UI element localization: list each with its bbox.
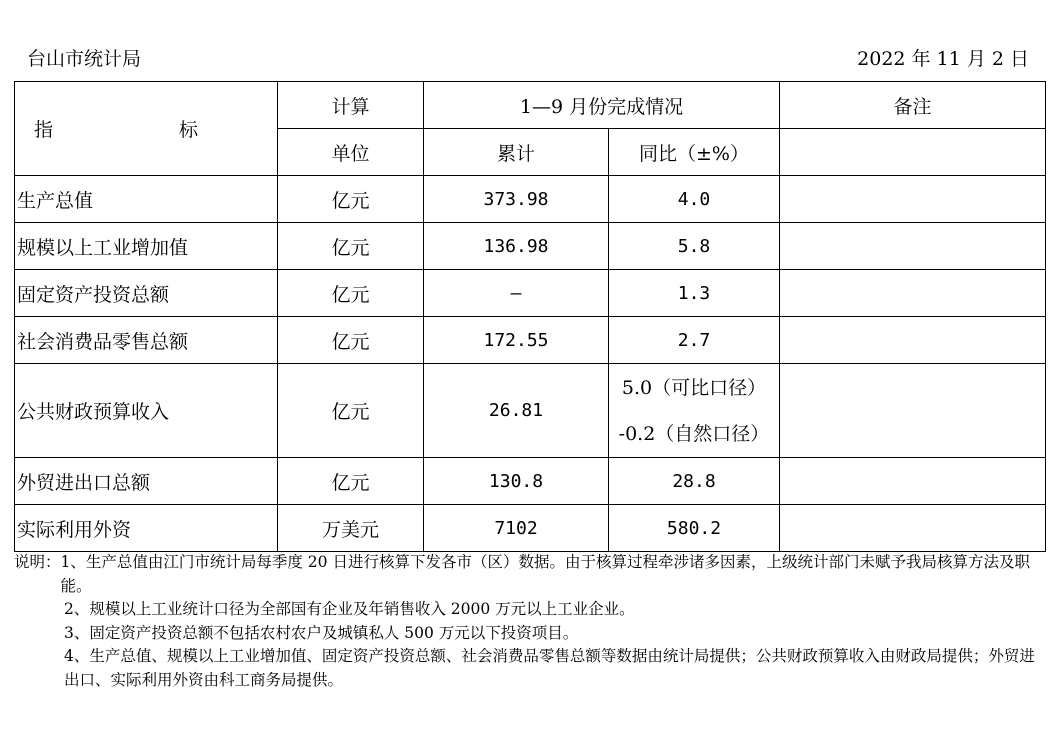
row-yoy: 4.0 (609, 176, 780, 223)
header-unit-line1: 计算 (278, 82, 424, 129)
header-remark: 备注 (780, 82, 1046, 129)
row-unit: 亿元 (278, 458, 424, 505)
row-cumulative: – (424, 270, 609, 317)
header-yoy: 同比（±%） (609, 129, 780, 176)
note-item (14, 598, 1045, 622)
header-indicator: 指 标 (15, 82, 278, 176)
row-cumulative: 172.55 (424, 317, 609, 364)
row-yoy: 2.7 (609, 317, 780, 364)
row-indicator: 实际利用外资 (15, 505, 278, 552)
row-yoy: 28.8 (609, 458, 780, 505)
note-text: 3、固定资产投资总额不包括农村农户及城镇私人 500 万元以下投资项目。 (64, 623, 579, 642)
table-header-row (15, 82, 1046, 129)
row-indicator: 规模以上工业增加值 (15, 223, 278, 270)
row-unit: 亿元 (278, 176, 424, 223)
row-unit: 亿元 (278, 223, 424, 270)
note-item (14, 622, 1045, 646)
note-item (14, 645, 1045, 692)
note-text: 1、生产总值由江门市统计局每季度 20 日进行核算下发各市（区）数据。由于核算过程牵涉诸多因素，上级统计部门未赋予我局核算方法及职能。 (60, 553, 1030, 595)
table-row (15, 317, 1046, 364)
row-yoy (609, 364, 780, 458)
row-cumulative: 136.98 (424, 223, 609, 270)
table-row (15, 505, 1046, 552)
row-remark (780, 176, 1046, 223)
row-cumulative: 26.81 (424, 364, 609, 458)
row-unit: 亿元 (278, 270, 424, 317)
header-cumulative: 累计 (424, 129, 609, 176)
row-remark (780, 270, 1046, 317)
table-row (15, 223, 1046, 270)
row-remark (780, 458, 1046, 505)
row-indicator: 固定资产投资总额 (15, 270, 278, 317)
table-row (15, 176, 1046, 223)
row-cumulative: 373.98 (424, 176, 609, 223)
organization-name: 台山市统计局 (27, 48, 142, 70)
statistics-table (14, 81, 1046, 552)
row-indicator: 公共财政预算收入 (15, 364, 278, 458)
header-remark-empty (780, 129, 1046, 176)
note-item (14, 551, 1045, 598)
header-unit-line2: 单位 (278, 129, 424, 176)
row-yoy-comparable: 5.0（可比口径） (621, 376, 767, 399)
row-unit: 亿元 (278, 364, 424, 458)
row-cumulative: 7102 (424, 505, 609, 552)
table-row (15, 364, 1046, 458)
table-row (15, 270, 1046, 317)
table-row (15, 458, 1046, 505)
note-text: 2、规模以上工业统计口径为全部国有企业及年销售收入 2000 万元以上工业企业。 (64, 600, 635, 618)
row-yoy: 5.8 (609, 223, 780, 270)
notes-label: 说明： (14, 553, 61, 571)
row-remark (780, 364, 1046, 458)
row-unit: 亿元 (278, 317, 424, 364)
row-yoy: 1.3 (609, 270, 780, 317)
row-yoy-natural: -0.2（自然口径） (618, 422, 770, 445)
row-cumulative: 130.8 (424, 458, 609, 505)
notes-section (14, 551, 1045, 692)
header-period: 1—9 月份完成情况 (424, 82, 780, 129)
row-remark (780, 317, 1046, 364)
row-unit: 万美元 (278, 505, 424, 552)
row-indicator: 生产总值 (15, 176, 278, 223)
row-indicator: 社会消费品零售总额 (15, 317, 278, 364)
report-date: 2022 年 11 月 2 日 (857, 48, 1029, 70)
row-remark (780, 223, 1046, 270)
note-text: 4、生产总值、规模以上工业增加值、固定资产投资总额、社会消费品零售总额等数据由统计局提供；公共财政预算收入由财政局提供；外贸进出口、实际利用外资由科工商务局提供。 (64, 647, 1035, 689)
row-remark (780, 505, 1046, 552)
row-indicator: 外贸进出口总额 (15, 458, 278, 505)
row-yoy: 580.2 (609, 505, 780, 552)
